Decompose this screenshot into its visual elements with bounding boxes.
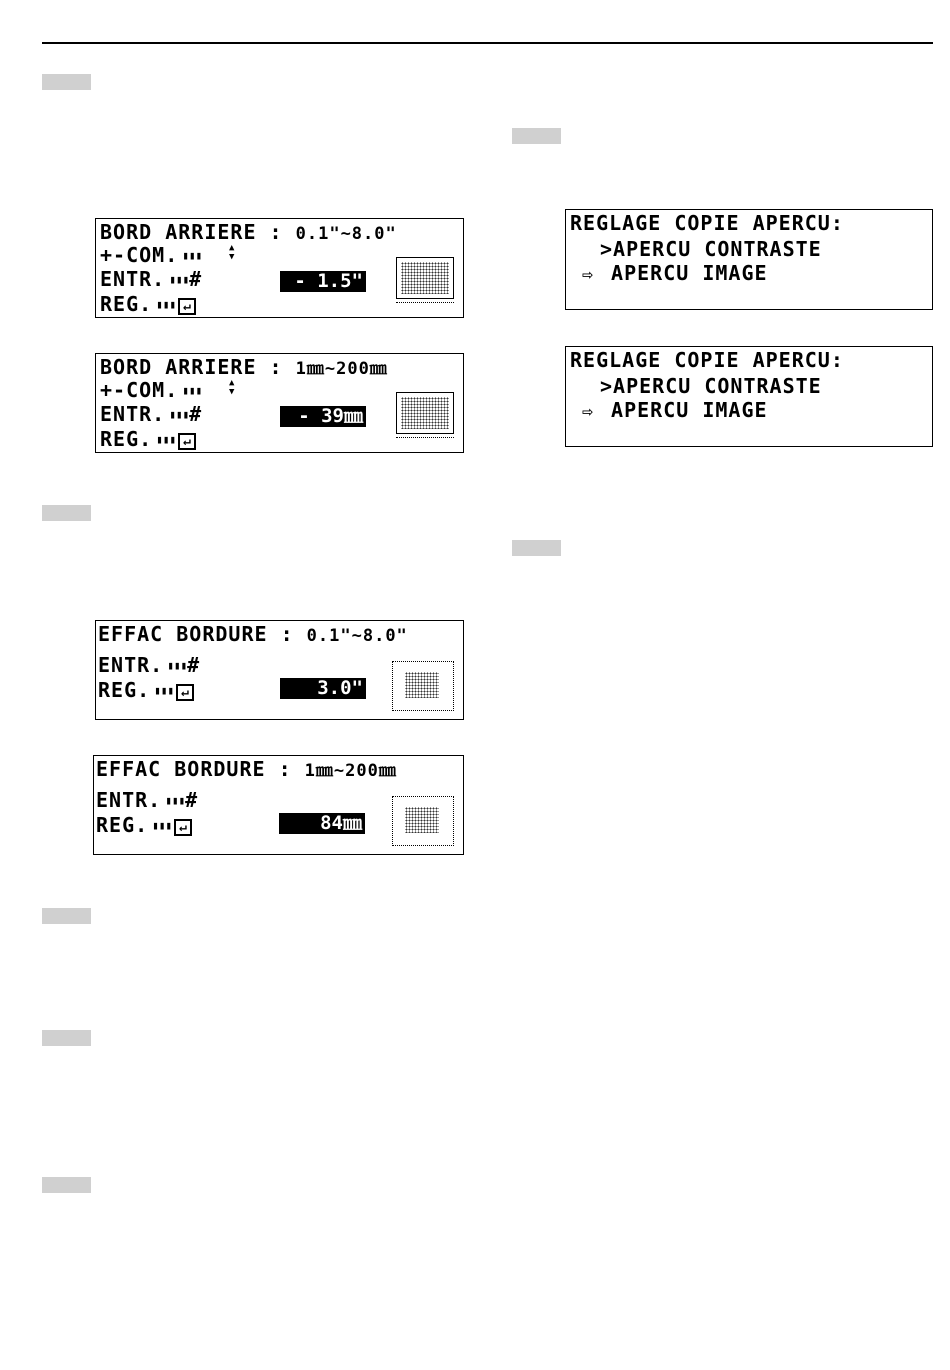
paper-back-edge-icon xyxy=(396,392,454,438)
dots-icon: ▮▮▮ xyxy=(165,794,186,807)
dots-icon: ▮▮▮ xyxy=(182,384,203,397)
lcd-range: 1㎜~200㎜ xyxy=(304,761,397,781)
dots-icon: ▮▮▮ xyxy=(156,433,177,446)
lcd-range: 1㎜~200㎜ xyxy=(295,359,388,379)
lcd-title: REGLAGE COPIE APERCU: xyxy=(570,211,844,235)
dots-icon: ▮▮▮ xyxy=(169,273,190,286)
dots-icon: ▮▮▮ xyxy=(152,819,173,832)
hash-key: # xyxy=(185,788,199,812)
lcd-bord-arriere-inch xyxy=(95,218,464,318)
step-tab xyxy=(512,128,561,144)
lcd-label-com: +-COM. xyxy=(100,378,179,402)
lcd-effac-bordure-inch xyxy=(95,620,464,720)
step-tab xyxy=(42,908,91,924)
value-display: 3.0" xyxy=(280,678,366,699)
lcd-label-entr: ENTR. xyxy=(100,402,166,426)
dots-icon: ▮▮▮ xyxy=(169,408,190,421)
header-rule xyxy=(42,42,933,44)
lcd-effac-bordure-mm xyxy=(93,755,464,855)
lcd-reglage-copie-apercu-2 xyxy=(565,346,933,447)
hash-key: # xyxy=(189,267,203,291)
up-down-arrow-icon: ▲ ▼ xyxy=(229,378,235,397)
enter-key-icon: ↵ xyxy=(174,819,192,836)
lcd-range: 0.1"~8.0" xyxy=(306,626,408,646)
border-erase-icon xyxy=(392,661,454,711)
menu-item-apercu-contraste[interactable]: >APERCU CONTRASTE xyxy=(600,237,822,261)
dots-icon: ▮▮▮ xyxy=(154,684,175,697)
dots-icon: ▮▮▮ xyxy=(182,249,203,262)
lcd-title: REGLAGE COPIE APERCU: xyxy=(570,348,844,372)
lcd-title: BORD ARRIERE : xyxy=(100,355,283,379)
enter-key-icon: ↵ xyxy=(176,684,194,701)
lcd-reglage-copie-apercu-1 xyxy=(565,209,933,310)
menu-item-apercu-image[interactable]: APERCU IMAGE xyxy=(611,261,768,285)
value-display: - 39㎜ xyxy=(280,406,366,427)
lcd-label-reg: REG. xyxy=(96,813,149,837)
menu-item-apercu-image[interactable]: APERCU IMAGE xyxy=(611,398,768,422)
dots-icon: ▮▮▮ xyxy=(167,659,188,672)
lcd-label-com: +-COM. xyxy=(100,243,179,267)
border-erase-icon xyxy=(392,796,454,846)
step-tab xyxy=(512,540,561,556)
value-display: - 1.5" xyxy=(280,271,366,292)
lcd-title: EFFAC BORDURE : xyxy=(96,757,292,781)
enter-key-icon: ↵ xyxy=(178,433,196,450)
lcd-label-reg: REG. xyxy=(98,678,151,702)
lcd-title: EFFAC BORDURE : xyxy=(98,622,294,646)
lcd-label-entr: ENTR. xyxy=(96,788,162,812)
lcd-title: BORD ARRIERE : xyxy=(100,220,283,244)
lcd-label-entr: ENTR. xyxy=(100,267,166,291)
value-display: 84㎜ xyxy=(279,813,365,834)
pointer-arrow-icon: ⇨ xyxy=(582,401,593,422)
hash-key: # xyxy=(187,653,201,677)
dots-icon: ▮▮▮ xyxy=(156,298,177,311)
hash-key: # xyxy=(189,402,203,426)
enter-key-icon: ↵ xyxy=(178,298,196,315)
pointer-arrow-icon: ⇨ xyxy=(582,264,593,285)
menu-item-apercu-contraste[interactable]: >APERCU CONTRASTE xyxy=(600,374,822,398)
lcd-bord-arriere-mm xyxy=(95,353,464,453)
step-tab xyxy=(42,1177,91,1193)
up-down-arrow-icon: ▲ ▼ xyxy=(229,243,235,262)
lcd-label-reg: REG. xyxy=(100,427,153,451)
paper-back-edge-icon xyxy=(396,257,454,303)
lcd-label-entr: ENTR. xyxy=(98,653,164,677)
lcd-label-reg: REG. xyxy=(100,292,153,316)
lcd-range: 0.1"~8.0" xyxy=(295,224,397,244)
step-tab xyxy=(42,74,91,90)
step-tab xyxy=(42,1030,91,1046)
step-tab xyxy=(42,505,91,521)
